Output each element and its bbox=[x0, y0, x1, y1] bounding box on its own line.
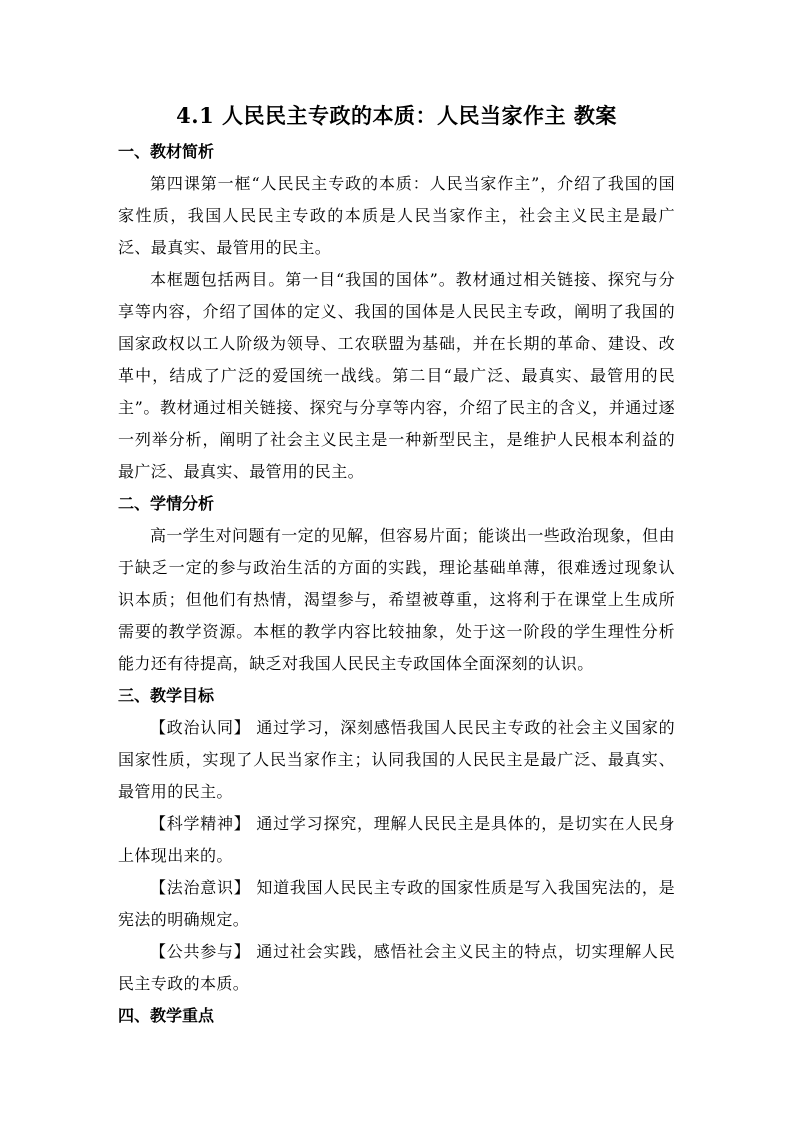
goal-tag: 【法治意识】 bbox=[150, 878, 251, 897]
goal-paragraph bbox=[118, 936, 675, 1000]
goal-text: 通过学习探究，理解人民民主是具体的，是切实在人民身上体现出来的。 bbox=[118, 814, 675, 865]
goal-tag: 【公共参与】 bbox=[150, 942, 251, 961]
section-heading-student-analysis: 二、学情分析 bbox=[118, 494, 215, 513]
goal-paragraph bbox=[118, 712, 675, 808]
section-heading-textbook-analysis: 一、教材简析 bbox=[118, 142, 215, 161]
document-body bbox=[118, 100, 675, 1032]
goal-tag: 【政治认同】 bbox=[150, 718, 251, 737]
goal-paragraph bbox=[118, 872, 675, 936]
goal-paragraph bbox=[118, 808, 675, 872]
section-heading-teaching-focus: 四、教学重点 bbox=[118, 1006, 215, 1025]
goal-text: 通过社会实践，感悟社会主义民主的特点，切实理解人民民主专政的本质。 bbox=[118, 942, 675, 993]
goal-text: 知道我国人民民主专政的国家性质是写入我国宪法的，是宪法的明确规定。 bbox=[118, 878, 675, 929]
document-title: 4.1 人民民主专政的本质：人民当家作主 教案 bbox=[176, 103, 617, 128]
paragraph: 高一学生对问题有一定的见解，但容易片面；能谈出一些政治现象，但由于缺乏一定的参与政治生活的方面的实践，理论基础单薄，很难透过现象认识本质；但他们有热情，渴望参与，希望被尊重，这将利于在课堂上生成所需要的教学资源。本框的教学内容比较抽象，处于这一阶段的学生理性分析能力还有待提高，缺乏对我国人民民主专政国体全面深刻的认识。 bbox=[118, 526, 675, 673]
paragraph: 第四课第一框“人民民主专政的本质：人民当家作主”，介绍了我国的国家性质，我国人民民主专政的本质是人民当家作主，社会主义民主是最广泛、最真实、最管用的民主。 bbox=[118, 174, 675, 257]
section-heading-teaching-goals: 三、教学目标 bbox=[118, 686, 215, 705]
paragraph: 本框题包括两目。第一目“我国的国体”。教材通过相关链接、探究与分享等内容，介绍了国体的定义、我国的国体是人民民主专政，阐明了我国的国家政权以工人阶级为领导、工农联盟为基础，并在长期的革命、建设、改革中，结成了广泛的爱国统一战线。第二目“最广泛、最真实、最管用的民主”。教材通过相关链接、探究与分享等内容，介绍了民主的含义，并通过逐一列举分析，阐明了社会主义民主是一种新型民主，是维护人民根本利益的最广泛、最真实、最管用的民主。 bbox=[118, 270, 675, 481]
goal-text: 通过学习，深刻感悟我国人民民主专政的社会主义国家的国家性质，实现了人民当家作主；认同我国的人民民主是最广泛、最真实、最管用的民主。 bbox=[118, 718, 675, 801]
goal-tag: 【科学精神】 bbox=[150, 814, 251, 833]
